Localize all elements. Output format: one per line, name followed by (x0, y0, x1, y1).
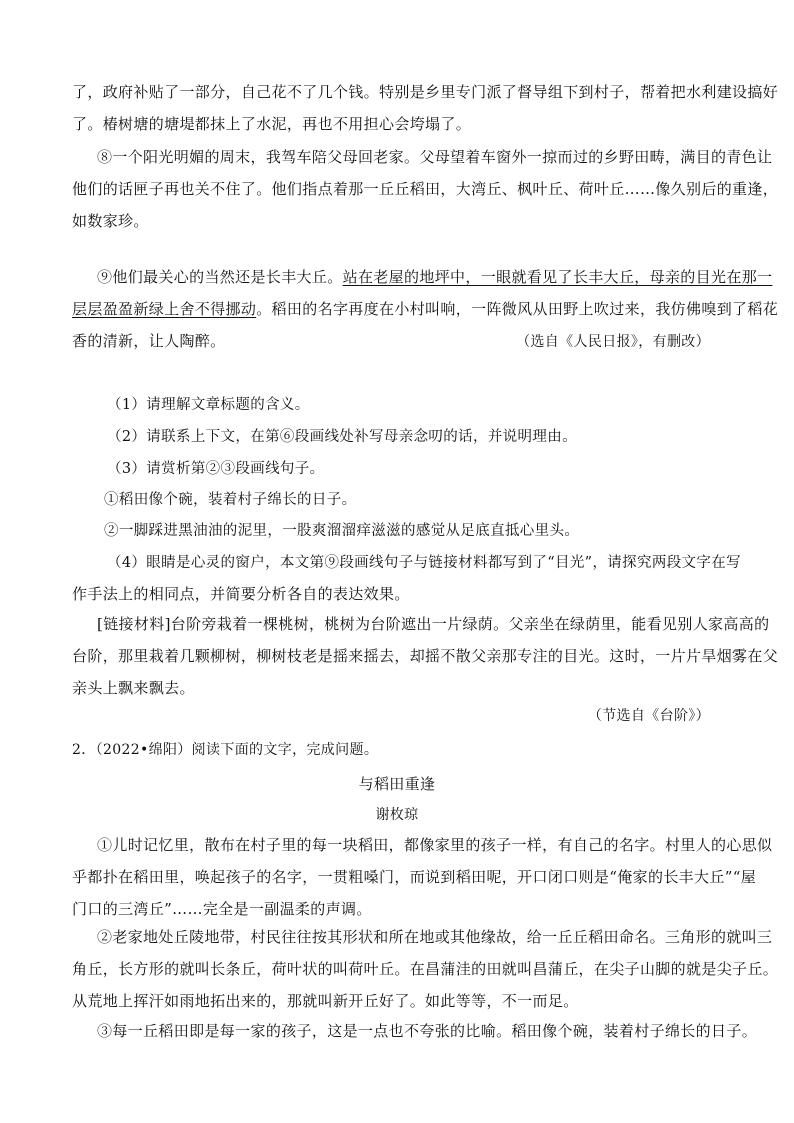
problem-2-header: 2．（2022•绵阳）阅读下面的文字，完成问题。 (72, 742, 379, 758)
paragraph-2-line: ②老家地处丘陵地带，村民往往按其形状和所在地或其他缘故，给一丘丘稻田命名。三角形的就叫三 (97, 928, 773, 946)
article-author: 谢枚琼 (375, 807, 419, 823)
paragraph-9-text: ⑨他们最关心的当然还是长丰大丘。 (97, 268, 343, 286)
paragraph-8-line: ⑧一个阳光明媚的周末，我驾车陪父母回老家。父母望着车窗外一掠而过的乡野田畴，满目的青色让 (97, 148, 773, 166)
link-material-line: 台阶，那里栽着几颗柳树，柳树枝老是摇来摇去，却摇不散父亲那专注的目光。这时，一片片旱烟雾在父 (72, 647, 779, 665)
link-material-line: 亲头上飘来飘去。 (72, 679, 195, 697)
paragraph-1-line: 门口的三湾丘”……完全是一副温柔的声调。 (72, 900, 372, 918)
question-3-item: ②一脚踩进黑油油的泥里，一股爽溜溜痒滋滋的感觉从足底直抵心里头。 (104, 523, 580, 539)
link-material-source: （节选自《台阶》） (587, 708, 710, 724)
paragraph-2-line: 角丘，长方形的就叫长条丘，荷叶状的叫荷叶丘。在昌蒲洼的田就叫昌蒲丘，在尖子山脚的就是尖子丘。 (72, 960, 779, 978)
article-title: 与稻田重逢 (358, 775, 436, 793)
paragraph-3-line: ③每一丘稻田即是每一家的孩子，这是一点也不夸张的比喻。稻田像个碗，装着村子绵长的日子。 (97, 1022, 758, 1040)
paragraph-9-line (97, 261, 773, 293)
passage-line: 了。椿树塘的塘堤都抹上了水泥，再也不用担心会垮塌了。 (72, 115, 472, 133)
question-2: （2）请联系上下文，在第⑥段画线处补写母亲念叨的话，并说明理由。 (107, 429, 577, 445)
question-4-line: 作手法上的相同点，并简要分析各自的表达效果。 (72, 585, 410, 603)
paragraph-9-line: 香的清新，让人陶醉。 (72, 332, 226, 350)
paragraph-1-line: ①儿时记忆里，散布在村子里的每一块稻田，都像家里的孩子一样，有自己的名字。村里人的心思似 (97, 836, 773, 854)
question-3-item: ①稻田像个碗，装着村子绵长的日子。 (104, 492, 357, 508)
paragraph-1-line: 乎都扑在稻田里，唤起孩子的名字，一贯粗嗓门，而说到稻田呢，开口闭口则是“俺家的长丰大丘”“屋 (72, 868, 757, 886)
paragraph-9-line (72, 293, 779, 325)
paragraph-2-line: 从荒地上挥汗如雨地拓出来的，那就叫新开丘好了。如此等等，不一而足。 (72, 992, 579, 1010)
underlined-sentence: 站在老屋的地坪中，一眼就看见了长丰大丘，母亲的目光在那一 (342, 268, 773, 286)
link-material-line: [链接材料]台阶旁栽着一棵桃树，桃树为台阶遮出一片绿荫。父亲坐在绿荫里，能看见别人家高高的 (97, 615, 770, 633)
passage-source: （选自《人民日报》，有删改） (516, 334, 710, 350)
paragraph-9-text: 。稻田的名字再度在小村叫响，一阵微风从田野上吹过来，我仿佛嗅到了稻花 (256, 300, 779, 318)
question-4-line: （4）眼睛是心灵的窗户，本文第⑨段画线句子与链接材料都写到了“目光”，请探究两段文字在写 (107, 555, 741, 571)
question-3: （3）请赏析第②③段画线句子。 (107, 461, 325, 477)
question-1: （1）请理解文章标题的含义。 (107, 397, 310, 413)
passage-line: 了，政府补贴了一部分，自己花不了几个钱。特别是乡里专门派了督导组下到村子，帮着把水利建设搞好 (72, 83, 779, 101)
underlined-sentence: 层层盈盈新绿上舍不得挪动 (72, 300, 257, 318)
paragraph-8-line: 如数家珍。 (72, 212, 149, 230)
paragraph-8-line: 他们的话匣子再也关不住了。他们指点着那一丘丘稻田，大湾丘、枫叶丘、荷叶丘……像久别后的重逢， (72, 180, 779, 198)
